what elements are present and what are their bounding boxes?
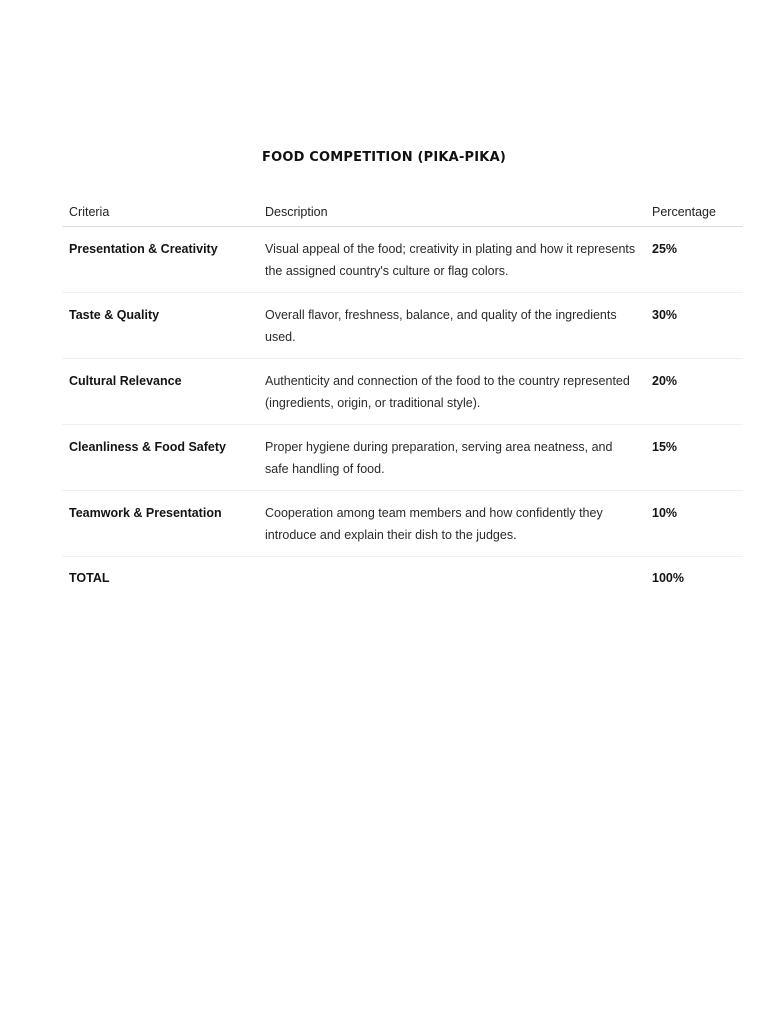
table-row [62,425,743,491]
percentage-cell: 15% [645,425,743,491]
criteria-cell: Presentation & Creativity [62,227,258,293]
table-header [62,197,743,227]
description-cell: Overall flavor, freshness, balance, and quality of the ingredients used. [258,293,645,359]
percentage-cell: 10% [645,491,743,557]
criteria-cell: Taste & Quality [62,293,258,359]
total-percentage: 100% [652,571,684,585]
header-row [62,197,743,227]
column-header-criteria: Criteria [62,197,258,227]
description-cell: Cooperation among team members and how confidently they introduce and explain their dish to the judges. [258,491,645,557]
criteria-cell: Cultural Relevance [62,359,258,425]
description-cell: Proper hygiene during preparation, serving area neatness, and safe handling of food. [258,425,645,491]
table-row [62,293,743,359]
total-description-empty [258,557,645,600]
percentage-cell: 20% [645,359,743,425]
description-cell: Visual appeal of the food; creativity in plating and how it represents the assigned country's culture or flag colors. [258,227,645,293]
total-row [62,557,743,600]
criteria-cell: Cleanliness & Food Safety [62,425,258,491]
column-header-description: Description [258,197,645,227]
description-cell: Authenticity and connection of the food to the country represented (ingredients, origin, or traditional style). [258,359,645,425]
percentage-cell: 25% [645,227,743,293]
table-row [62,359,743,425]
criteria-cell: Teamwork & Presentation [62,491,258,557]
column-header-percentage: Percentage [645,197,743,227]
table-body [62,227,743,600]
percentage-cell: 30% [645,293,743,359]
page-title: FOOD COMPETITION (PIKA-PIKA) [262,150,506,165]
table-row [62,227,743,293]
total-label: TOTAL [69,571,110,585]
table-row [62,491,743,557]
criteria-table [62,197,743,599]
